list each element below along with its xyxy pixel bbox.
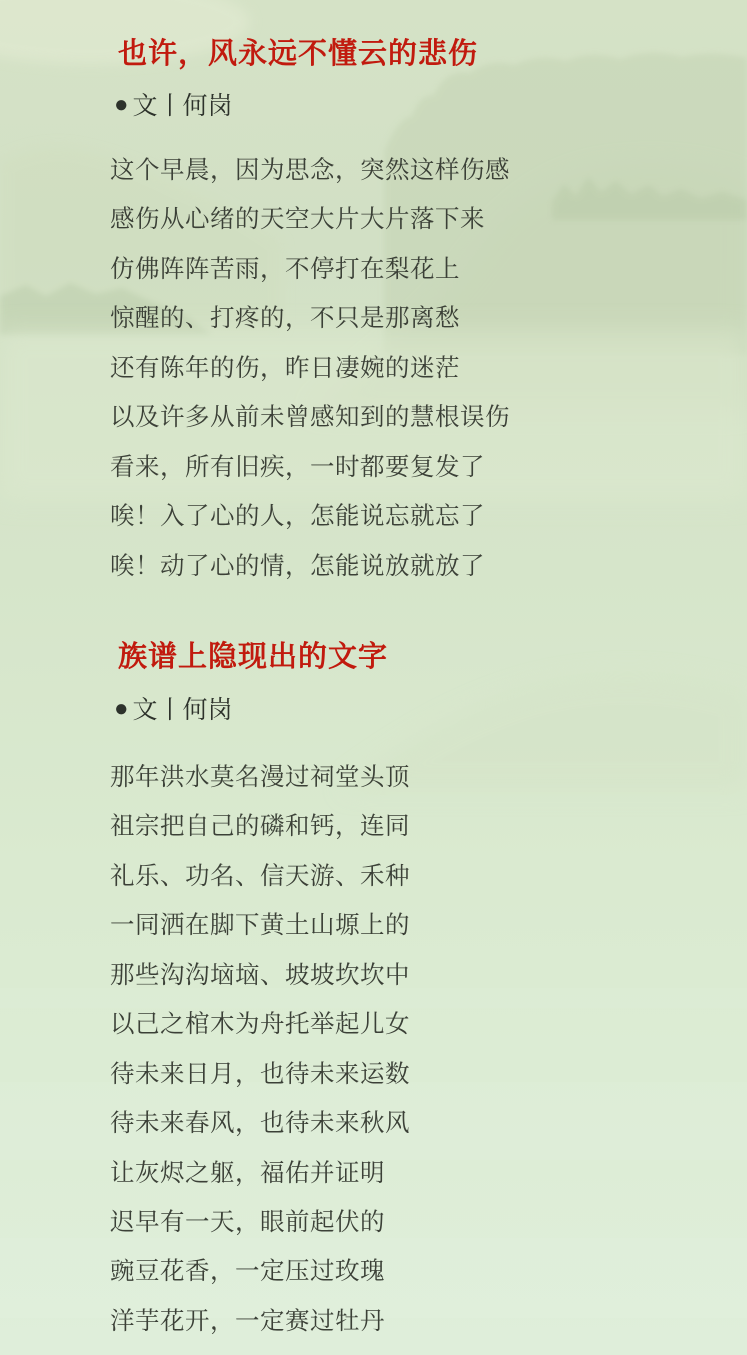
poem-line: 一同洒在脚下黄土山塬上的: [110, 912, 410, 940]
poem-line: 唉！入了心的人，怎能说忘就忘了: [110, 503, 485, 531]
byline-text: 文丨何岗: [132, 696, 233, 724]
byline: [114, 86, 233, 122]
poem-line: 唉！动了心的情，怎能说放就放了: [110, 552, 485, 580]
author-bullet-icon: ●: [114, 695, 129, 722]
poem-line: 以及许多从前未曾感知到的慧根误伤: [110, 404, 510, 432]
poem-line: 看来，所有旧疾，一时都要复发了: [110, 453, 485, 481]
byline: [114, 690, 233, 726]
poem-line: 这个早晨，因为思念，突然这样伤感: [110, 157, 510, 184]
poem-line: 礼乐、功名、信天游、禾种: [110, 862, 410, 890]
poem-title: 族谱上隐现出的文字: [118, 641, 389, 673]
poem-line: 感伤从心绪的天空大片大片落下来: [110, 206, 485, 234]
stanza: [110, 146, 510, 591]
poem-line: 惊醒的、打疼的，不只是那离愁: [110, 305, 460, 333]
poem-line: 那年洪水莫名漫过祠堂头顶: [110, 764, 410, 791]
poem-title: 也许，风永远不懂云的悲伤: [118, 38, 479, 70]
poem-line: 待未来春风，也待未来秋风: [110, 1110, 410, 1138]
poem-line: 仿佛阵阵苦雨，不停打在梨花上: [110, 255, 460, 283]
poem-line: 那些沟沟垴垴、坡坡坎坎中: [110, 961, 410, 989]
author-bullet-icon: ●: [114, 91, 129, 118]
byline-text: 文丨何岗: [132, 92, 233, 120]
poem-line: 祖宗把自己的磷和钙，连同: [110, 813, 410, 841]
poem-line: 让灰烬之躯，福佑并证明: [110, 1159, 385, 1187]
stanza: [110, 753, 410, 1346]
poem-line: 待未来日月，也待未来运数: [110, 1060, 410, 1088]
poem-line: 豌豆花香，一定压过玫瑰: [110, 1258, 385, 1286]
poem-line: 迟早有一天，眼前起伏的: [110, 1208, 385, 1236]
poem-line: 以己之棺木为舟托举起儿女: [110, 1011, 410, 1039]
poem-line: 还有陈年的伤，昨日凄婉的迷茫: [110, 354, 460, 382]
poem-line: 洋芋花开，一定赛过牡丹: [110, 1307, 385, 1335]
